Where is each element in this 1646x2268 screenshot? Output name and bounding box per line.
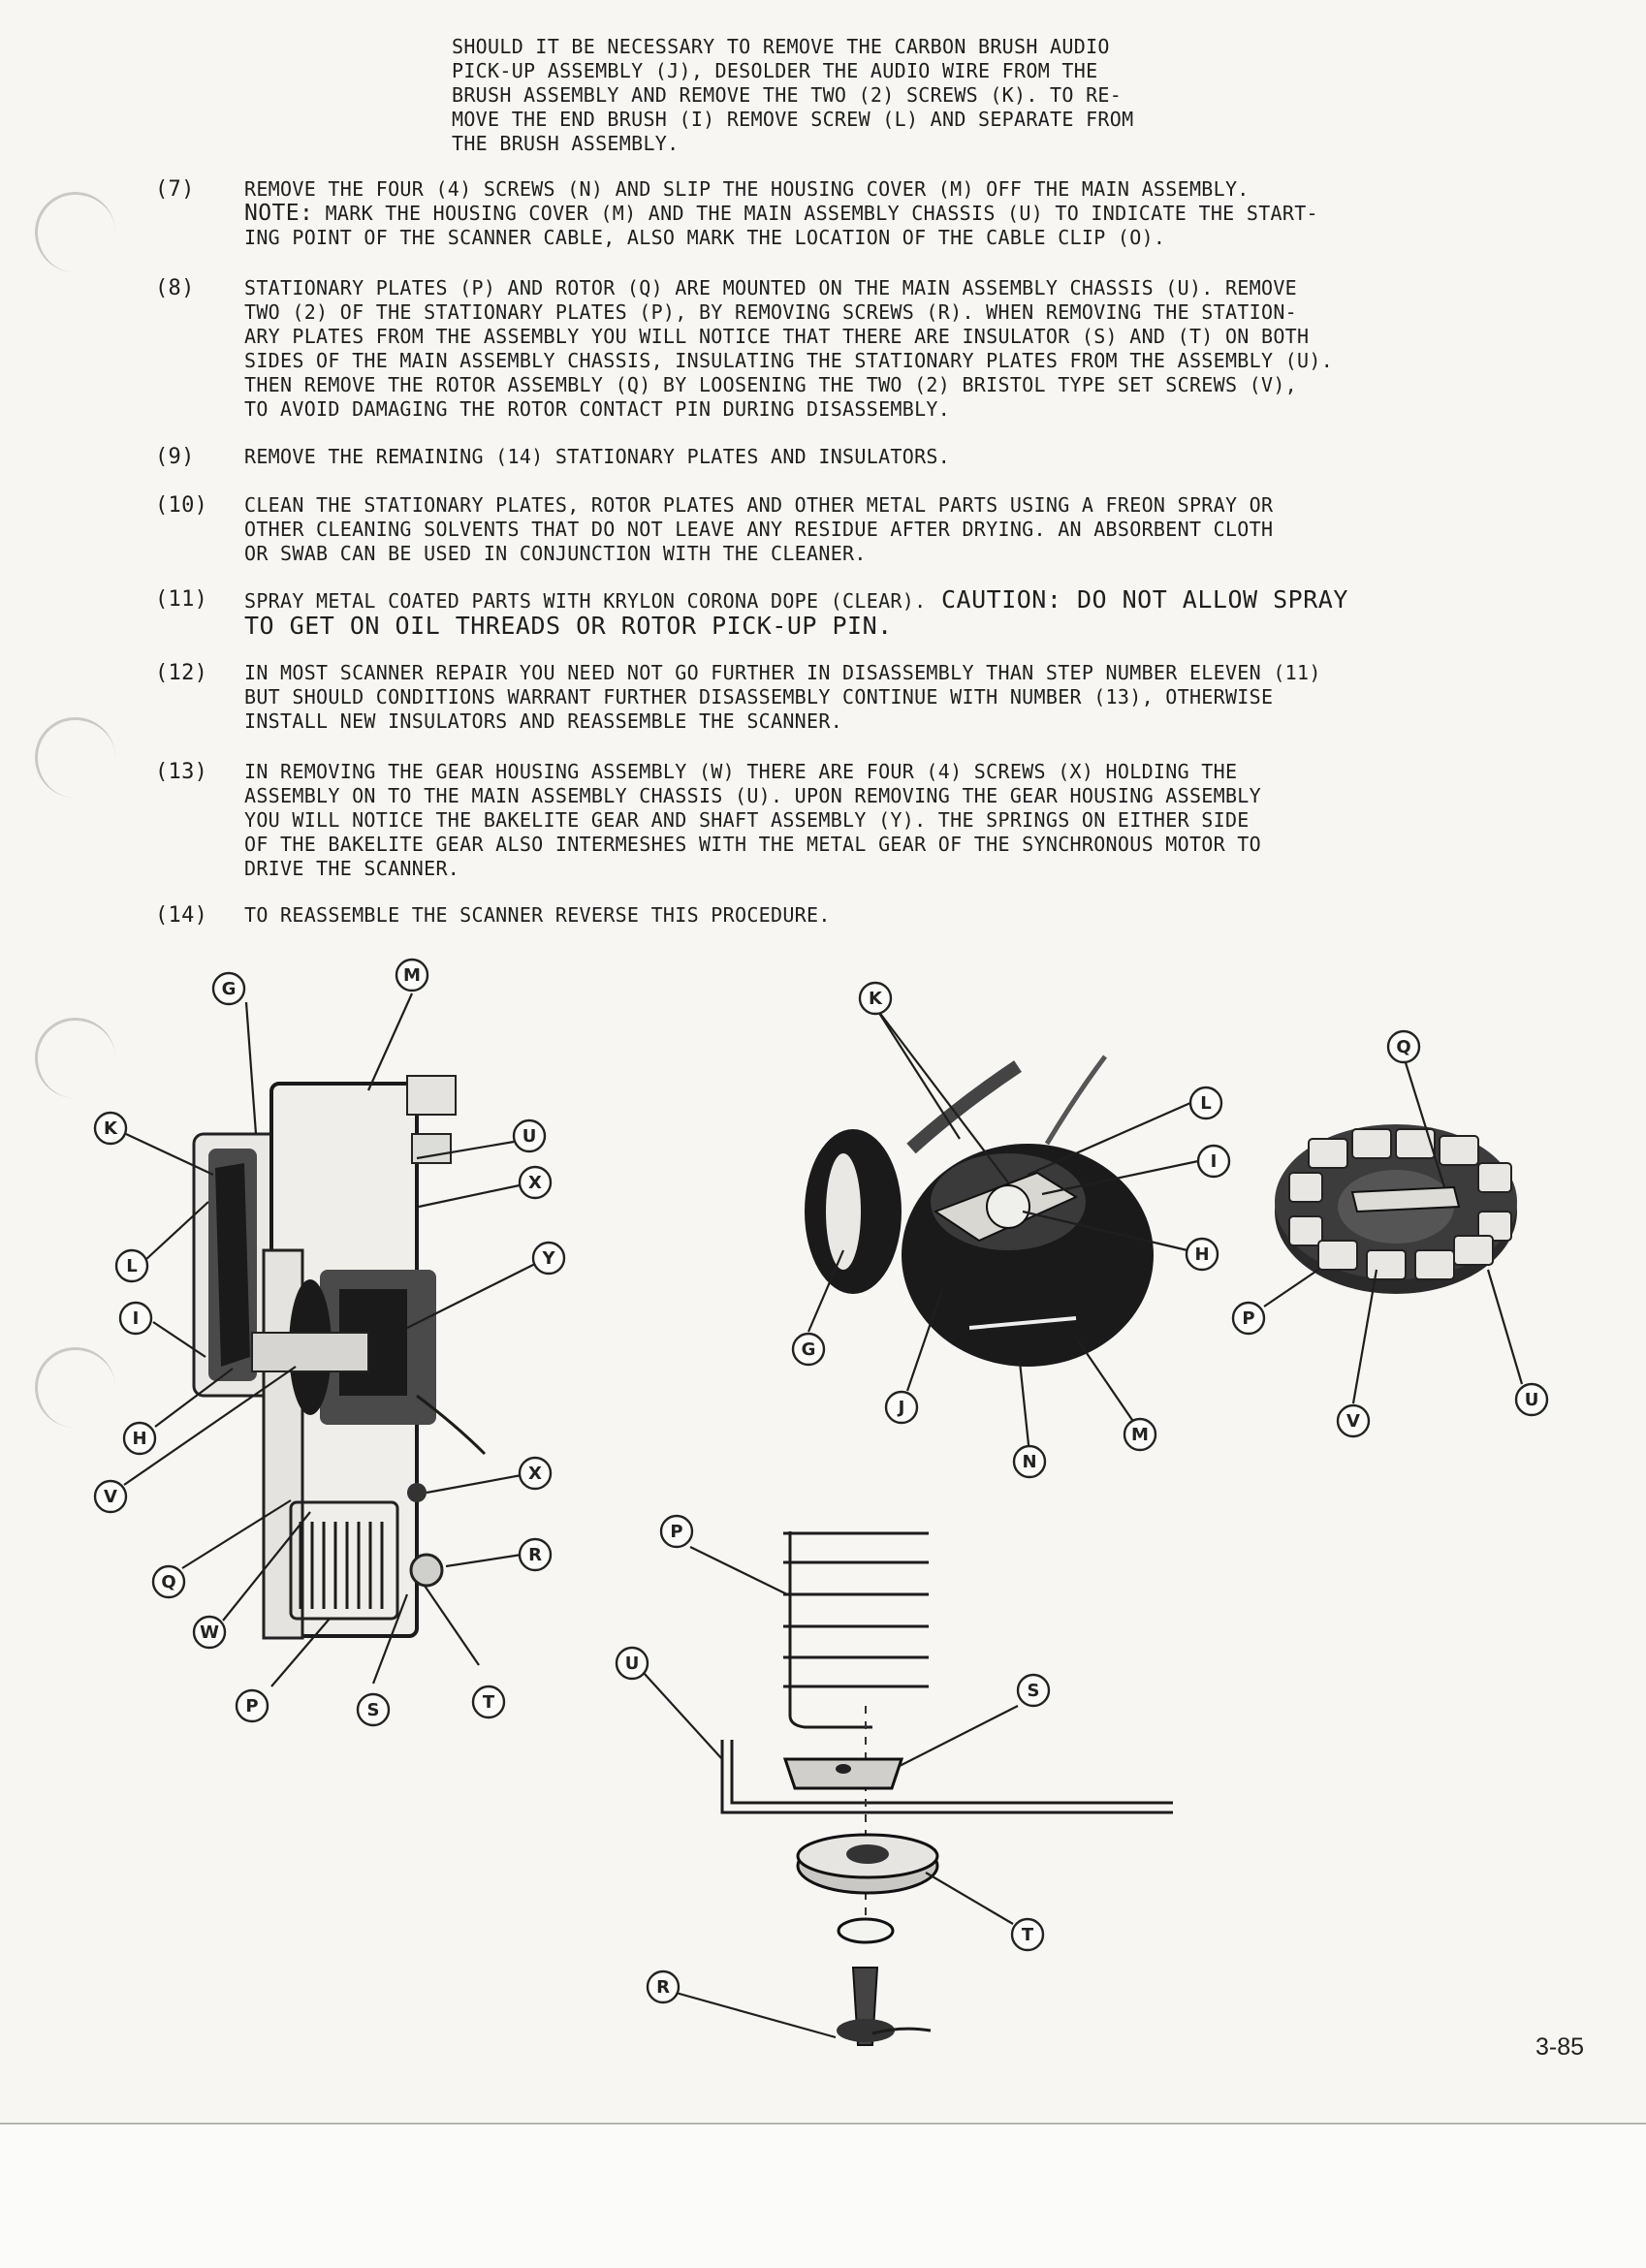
callout-v xyxy=(1338,1405,1369,1436)
step-number: (12) xyxy=(155,661,208,685)
callout-q xyxy=(153,1566,184,1597)
step-number: (8) xyxy=(155,276,195,300)
callout-q xyxy=(1388,1031,1419,1062)
callout-letter: R xyxy=(528,1545,542,1565)
callout-letter: S xyxy=(1027,1681,1040,1701)
callout-p xyxy=(237,1690,268,1721)
callout-k xyxy=(860,983,891,1014)
callout-u xyxy=(617,1648,648,1679)
callout-letter: U xyxy=(624,1654,640,1674)
callout-u xyxy=(1516,1384,1547,1415)
callout-g xyxy=(793,1334,824,1365)
callout-letter: P xyxy=(670,1522,683,1542)
rotor-stator-figure xyxy=(1275,1124,1517,1294)
callout-letter: L xyxy=(126,1256,138,1276)
step-number: (7) xyxy=(155,177,195,202)
step-text: STATIONARY PLATES (P) AND ROTOR (Q) ARE MOUNTED ON THE MAIN ASSEMBLY CHASSIS (U). REMOVE TWO (2) OF THE STATIONARY PLATES (P), BY REMOVING SCREWS (R). WHEN REMOVING THE STATION- ARY PLATES FROM THE ASSEMBLY YOU WILL NOTICE THAT THERE ARE INSULATOR (S) AND (T) ON BOTH SIDES OF THE MAIN ASSEMBLY CHASSIS, INSULATING THE STATIONARY PLATES FROM THE ASSEMBLY (U). THEN REMOVE THE ROTOR ASSEMBLY (Q) BY LOOSENING THE TWO (2) BRISTOL TYPE SET SCREWS (V), TO AVOID DAMAGING THE ROTOR CONTACT PIN DURING DISASSEMBLY. xyxy=(244,276,1334,421)
callout-letter: M xyxy=(1131,1425,1149,1445)
brush-assembly-figure xyxy=(805,1056,1154,1367)
callout-l xyxy=(116,1250,147,1281)
step-text: REMOVE THE REMAINING (14) STATIONARY PLATES AND INSULATORS. xyxy=(244,445,951,468)
callout-letter: T xyxy=(482,1692,495,1713)
callout-r xyxy=(648,1971,679,2002)
callout-letter: V xyxy=(1346,1411,1360,1432)
callout-letter: K xyxy=(104,1118,117,1139)
insulator-exploded-figure xyxy=(722,1531,1173,2045)
callout-r xyxy=(520,1539,551,1570)
callout-letter: J xyxy=(898,1398,905,1418)
caution-text: CAUTION: DO NOT ALLOW SPRAY TO GET ON OIL THREADS OR ROTOR PICK-UP PIN. xyxy=(244,585,1348,640)
callout-h xyxy=(1187,1239,1218,1270)
callout-y xyxy=(533,1243,564,1274)
callout-letter: U xyxy=(1524,1390,1539,1410)
callout-m xyxy=(396,960,427,991)
callout-w xyxy=(194,1617,225,1648)
callout-letter: M xyxy=(403,965,421,986)
callout-letter: R xyxy=(656,1977,670,1998)
step-number: (13) xyxy=(155,760,208,784)
callout-letter: T xyxy=(1021,1925,1034,1945)
step-number: (10) xyxy=(155,493,208,518)
callout-p xyxy=(1233,1303,1264,1334)
note-text: MARK THE HOUSING COVER (M) AND THE MAIN ASSEMBLY CHASSIS (U) TO INDICATE THE START- ING POINT OF THE SCANNER CABLE, ALSO MARK THE LOCATION OF THE CABLE CLIP (O). xyxy=(244,202,1318,249)
callout-letter: X xyxy=(528,1464,542,1484)
callout-m xyxy=(1124,1419,1155,1450)
callout-x xyxy=(520,1458,551,1489)
step-number: (11) xyxy=(155,587,208,612)
callout-h xyxy=(124,1423,155,1454)
callout-letter: Q xyxy=(161,1572,176,1592)
callout-i xyxy=(1198,1146,1229,1177)
callout-letter: W xyxy=(200,1622,219,1643)
callout-letter: Y xyxy=(542,1248,555,1269)
page-number: 3-85 xyxy=(1535,2033,1585,2061)
callout-letter: I xyxy=(132,1308,140,1329)
callout-letter: X xyxy=(528,1173,542,1193)
callout-letter: K xyxy=(869,989,882,1009)
callout-l xyxy=(1190,1087,1221,1118)
callout-u xyxy=(514,1120,545,1151)
intro-paragraph: SHOULD IT BE NECESSARY TO REMOVE THE CARBON BRUSH AUDIO PICK-UP ASSEMBLY (J), DESOLDER THE AUDIO WIRE FROM THE BRUSH ASSEMBLY AND REMOVE THE TWO (2) SCREWS (K). TO RE- MOVE THE END BRUSH (I) REMOVE SCREW (L) AND SEPARATE FROM THE BRUSH ASSEMBLY. xyxy=(452,35,1134,155)
callout-x xyxy=(520,1167,551,1198)
callout-t xyxy=(473,1686,504,1717)
callout-s xyxy=(358,1694,389,1725)
step-text: REMOVE THE FOUR (4) SCREWS (N) AND SLIP THE HOUSING COVER (M) OFF THE MAIN ASSEMBLY. NOTE: MARK THE HOUSING COVER (M) AND THE MAIN ASSEMBLY CHASSIS (U) TO INDICATE THE START- ING POINT OF THE SCANNER CABLE, ALSO MARK THE LOCATION OF THE CABLE CLIP (O). xyxy=(244,177,1318,249)
step-text: IN MOST SCANNER REPAIR YOU NEED NOT GO FURTHER IN DISASSEMBLY THAN STEP NUMBER ELEVEN (11) BUT SHOULD CONDITIONS WARRANT FURTHER DISASSEMBLY CONTINUE WITH NUMBER (13), OTHERWISE INSTALL NEW INSULATORS AND REASSEMBLE THE SCANNER. xyxy=(244,661,1321,733)
callout-i xyxy=(120,1303,151,1334)
note-label: NOTE: xyxy=(244,201,314,226)
callout-letter: G xyxy=(221,979,237,999)
step-number: (9) xyxy=(155,445,195,469)
callout-n xyxy=(1014,1446,1045,1477)
step-text: IN REMOVING THE GEAR HOUSING ASSEMBLY (W) THERE ARE FOUR (4) SCREWS (X) HOLDING THE ASSEMBLY ON TO THE MAIN ASSEMBLY CHASSIS (U). UPON REMOVING THE GEAR HOUSING ASSEMBLY YOU WILL NOTICE THE BAKELITE GEAR AND SHAFT ASSEMBLY (Y). THE SPRINGS ON EITHER SIDE OF THE BAKELITE GEAR ALSO INTERMESHES WITH THE METAL GEAR OF THE SYNCHRONOUS MOTOR TO DRIVE THE SCANNER. xyxy=(244,760,1261,880)
callout-v xyxy=(95,1481,126,1512)
callout-p xyxy=(661,1516,692,1547)
step-text: CLEAN THE STATIONARY PLATES, ROTOR PLATES AND OTHER METAL PARTS USING A FREON SPRAY OR OTHER CLEANING SOLVENTS THAT DO NOT LEAVE ANY RESIDUE AFTER DRYING. AN ABSORBENT CLOTH OR SWAB CAN BE USED IN CONJUNCTION WITH THE CLEANER. xyxy=(244,493,1274,565)
callout-t xyxy=(1012,1919,1043,1950)
callout-s xyxy=(1018,1675,1049,1706)
step-text: SPRAY METAL COATED PARTS WITH KRYLON CORONA DOPE (CLEAR). CAUTION: DO NOT ALLOW SPRAY TO GET ON OIL THREADS OR ROTOR PICK-UP PIN. xyxy=(244,585,1348,640)
callout-letter: P xyxy=(1242,1308,1255,1329)
callout-letter: V xyxy=(104,1487,117,1507)
callout-letter: I xyxy=(1210,1151,1218,1172)
callout-letter: L xyxy=(1200,1093,1212,1114)
callout-letter: G xyxy=(801,1339,816,1360)
callout-g xyxy=(213,973,244,1004)
callout-letter: N xyxy=(1022,1452,1037,1472)
scanner-side-view-figure xyxy=(194,1076,485,1638)
callout-letter: P xyxy=(245,1696,259,1717)
callout-letter: H xyxy=(132,1429,147,1449)
callout-k xyxy=(95,1113,126,1144)
callout-letter: S xyxy=(366,1700,380,1720)
step-number: (14) xyxy=(155,903,208,928)
callout-j xyxy=(886,1392,917,1423)
callout-letter: H xyxy=(1194,1244,1210,1265)
callout-letter: Q xyxy=(1396,1037,1411,1057)
page-margin xyxy=(0,2125,1646,2268)
step-text: TO REASSEMBLE THE SCANNER REVERSE THIS PROCEDURE. xyxy=(244,903,831,927)
callout-letter: U xyxy=(522,1126,537,1147)
